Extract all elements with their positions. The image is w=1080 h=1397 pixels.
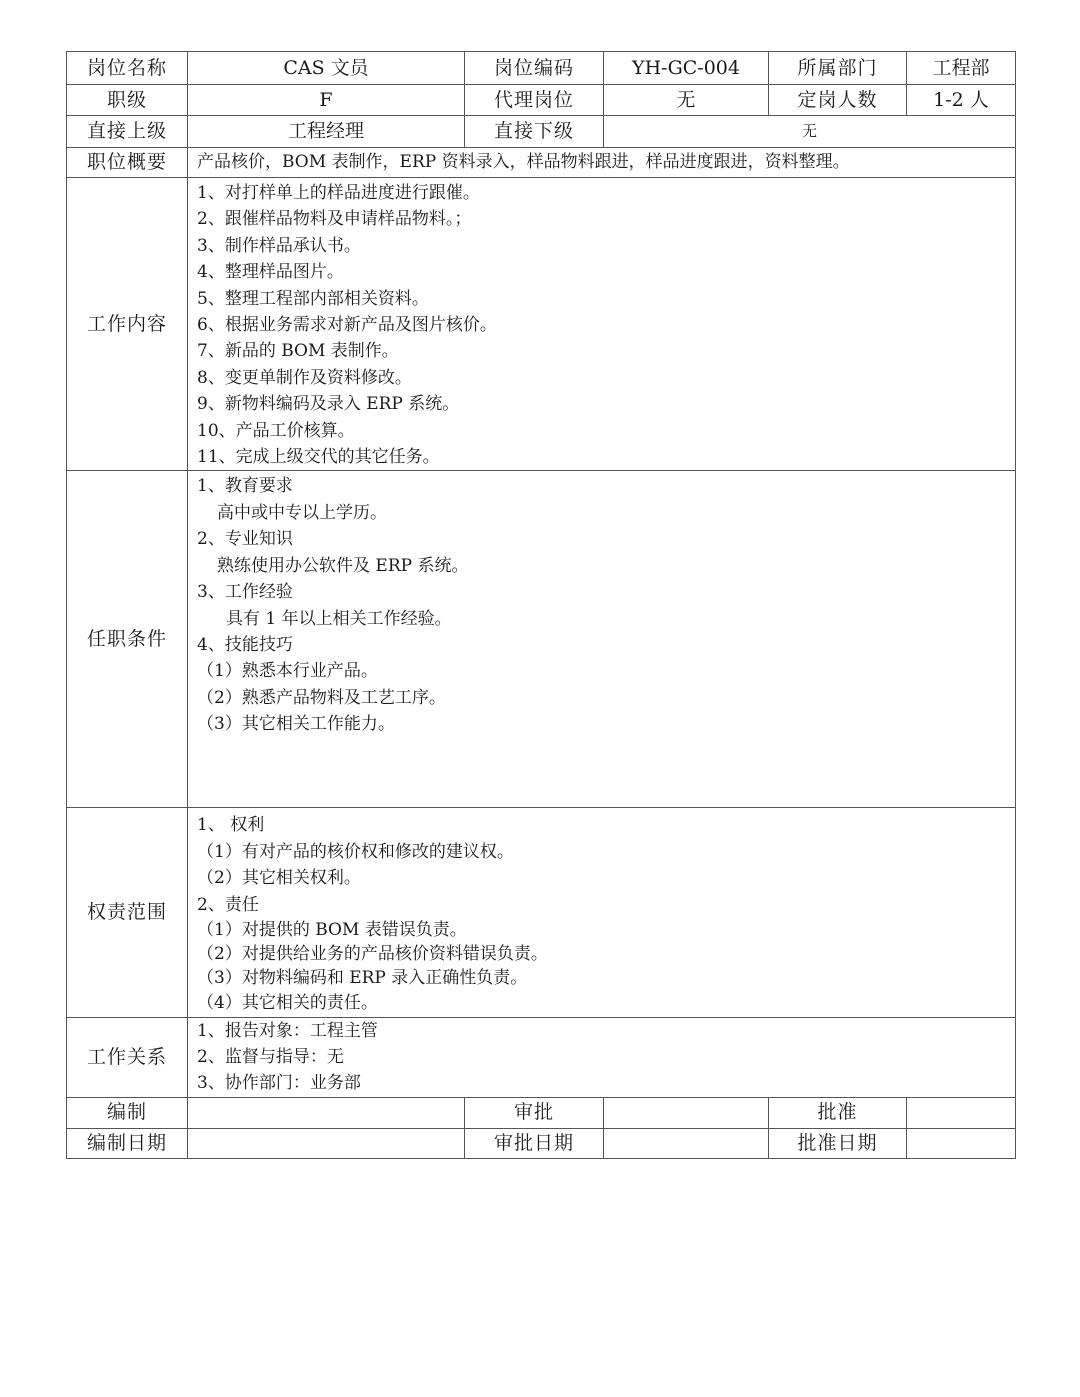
work-item: 5、整理工程部内部相关资料。 xyxy=(197,288,429,309)
qualification-detail: 熟练使用办公软件及 ERP 系统。 xyxy=(217,555,469,576)
approved-date-value[interactable] xyxy=(907,1128,1016,1158)
responsibilities-list xyxy=(188,808,1016,1017)
qualification-heading: 2、专业知识 xyxy=(197,529,293,550)
relations-list xyxy=(188,1017,1016,1097)
summary-label: 职位概要 xyxy=(67,148,188,178)
grade-label: 职级 xyxy=(67,85,188,116)
summary-text: 产品核价，BOM 表制作，ERP 资料录入，样品物料跟进，样品进度跟进，资料整理。 xyxy=(188,148,1016,178)
responsibility-item: （2）其它相关权利。 xyxy=(197,868,361,889)
row-signoff-dates xyxy=(67,1128,1016,1158)
department-value: 工程部 xyxy=(907,52,1016,85)
prepared-value[interactable] xyxy=(188,1097,465,1128)
work-item: 7、新品的 BOM 表制作。 xyxy=(197,341,399,362)
reviewed-date-value[interactable] xyxy=(604,1128,769,1158)
job-description-table xyxy=(66,51,1016,1159)
row-relations xyxy=(67,1017,1016,1097)
position-name-value: CAS 文员 xyxy=(188,52,465,85)
deputy-label: 代理岗位 xyxy=(465,85,604,116)
responsibility-item: （4）其它相关的责任。 xyxy=(197,993,378,1014)
work-content-list xyxy=(188,178,1016,471)
row-work-content xyxy=(67,178,1016,471)
qualification-detail: （2）熟悉产品物料及工艺工序。 xyxy=(197,687,446,708)
prepared-label: 编制 xyxy=(67,1097,188,1128)
grade-value: F xyxy=(188,85,465,116)
qualifications-list xyxy=(188,471,1016,808)
qualifications-label: 任职条件 xyxy=(67,471,188,808)
responsibility-item: （2）对提供给业务的产品核价资料错误负责。 xyxy=(197,944,548,965)
approved-date-label: 批准日期 xyxy=(769,1128,907,1158)
work-item: 8、变更单制作及资料修改。 xyxy=(197,367,412,388)
qualification-heading: 4、技能技巧 xyxy=(197,634,293,655)
qualification-detail: （1）熟悉本行业产品。 xyxy=(197,661,378,682)
work-item: 3、制作样品承认书。 xyxy=(197,235,361,256)
row-grade xyxy=(67,85,1016,116)
work-item: 10、产品工价核算。 xyxy=(197,420,355,441)
work-item: 6、根据业务需求对新产品及图片核价。 xyxy=(197,315,497,336)
row-reporting xyxy=(67,116,1016,148)
responsibility-heading: 1、 权利 xyxy=(197,815,265,836)
relation-item: 2、监督与指导：无 xyxy=(197,1046,344,1067)
headcount-label: 定岗人数 xyxy=(769,85,907,116)
row-position xyxy=(67,52,1016,85)
qualification-heading: 1、教育要求 xyxy=(197,476,293,497)
responsibility-item: （1）有对产品的核价权和修改的建议权。 xyxy=(197,841,514,862)
prepared-date-label: 编制日期 xyxy=(67,1128,188,1158)
position-code-value: YH-GC-004 xyxy=(604,52,769,85)
reviewed-value[interactable] xyxy=(604,1097,769,1128)
deputy-value: 无 xyxy=(604,85,769,116)
responsibilities-label: 权责范围 xyxy=(67,808,188,1017)
position-code-label: 岗位编码 xyxy=(465,52,604,85)
work-item: 2、跟催样品物料及申请样品物料。； xyxy=(197,209,472,230)
relation-item: 1、报告对象：工程主管 xyxy=(197,1020,378,1041)
approved-value[interactable] xyxy=(907,1097,1016,1128)
work-content-label: 工作内容 xyxy=(67,178,188,471)
work-item: 1、对打样单上的样品进度进行跟催。 xyxy=(197,183,480,203)
relations-label: 工作关系 xyxy=(67,1017,188,1097)
reviewed-label: 审批 xyxy=(465,1097,604,1128)
qualification-detail: 具有 1 年以上相关工作经验。 xyxy=(226,608,452,629)
approved-label: 批准 xyxy=(769,1097,907,1128)
qualification-heading: 3、工作经验 xyxy=(197,582,293,603)
reviewed-date-label: 审批日期 xyxy=(465,1128,604,1158)
prepared-date-value[interactable] xyxy=(188,1128,465,1158)
position-name-label: 岗位名称 xyxy=(67,52,188,85)
headcount-value: 1-2 人 xyxy=(907,85,1016,116)
row-signoff xyxy=(67,1097,1016,1128)
department-label: 所属部门 xyxy=(769,52,907,85)
relation-item: 3、协作部门：业务部 xyxy=(197,1073,361,1094)
row-summary xyxy=(67,148,1016,178)
superior-label: 直接上级 xyxy=(67,116,188,148)
work-item: 11、完成上级交代的其它任务。 xyxy=(197,447,440,468)
responsibility-heading: 2、责任 xyxy=(197,894,259,915)
responsibility-item: （1）对提供的 BOM 表错误负责。 xyxy=(197,920,467,941)
work-item: 4、整理样品图片。 xyxy=(197,262,344,283)
qualification-detail: 高中或中专以上学历。 xyxy=(217,502,387,523)
row-responsibilities xyxy=(67,808,1016,1017)
work-item: 9、新物料编码及录入 ERP 系统。 xyxy=(197,394,460,415)
superior-value: 工程经理 xyxy=(188,116,465,148)
qualification-detail: （3）其它相关工作能力。 xyxy=(197,714,395,735)
subordinate-value: 无 xyxy=(604,116,1016,148)
row-qualifications xyxy=(67,471,1016,808)
subordinate-label: 直接下级 xyxy=(465,116,604,148)
responsibility-item: （3）对物料编码和 ERP 录入正确性负责。 xyxy=(197,968,528,989)
